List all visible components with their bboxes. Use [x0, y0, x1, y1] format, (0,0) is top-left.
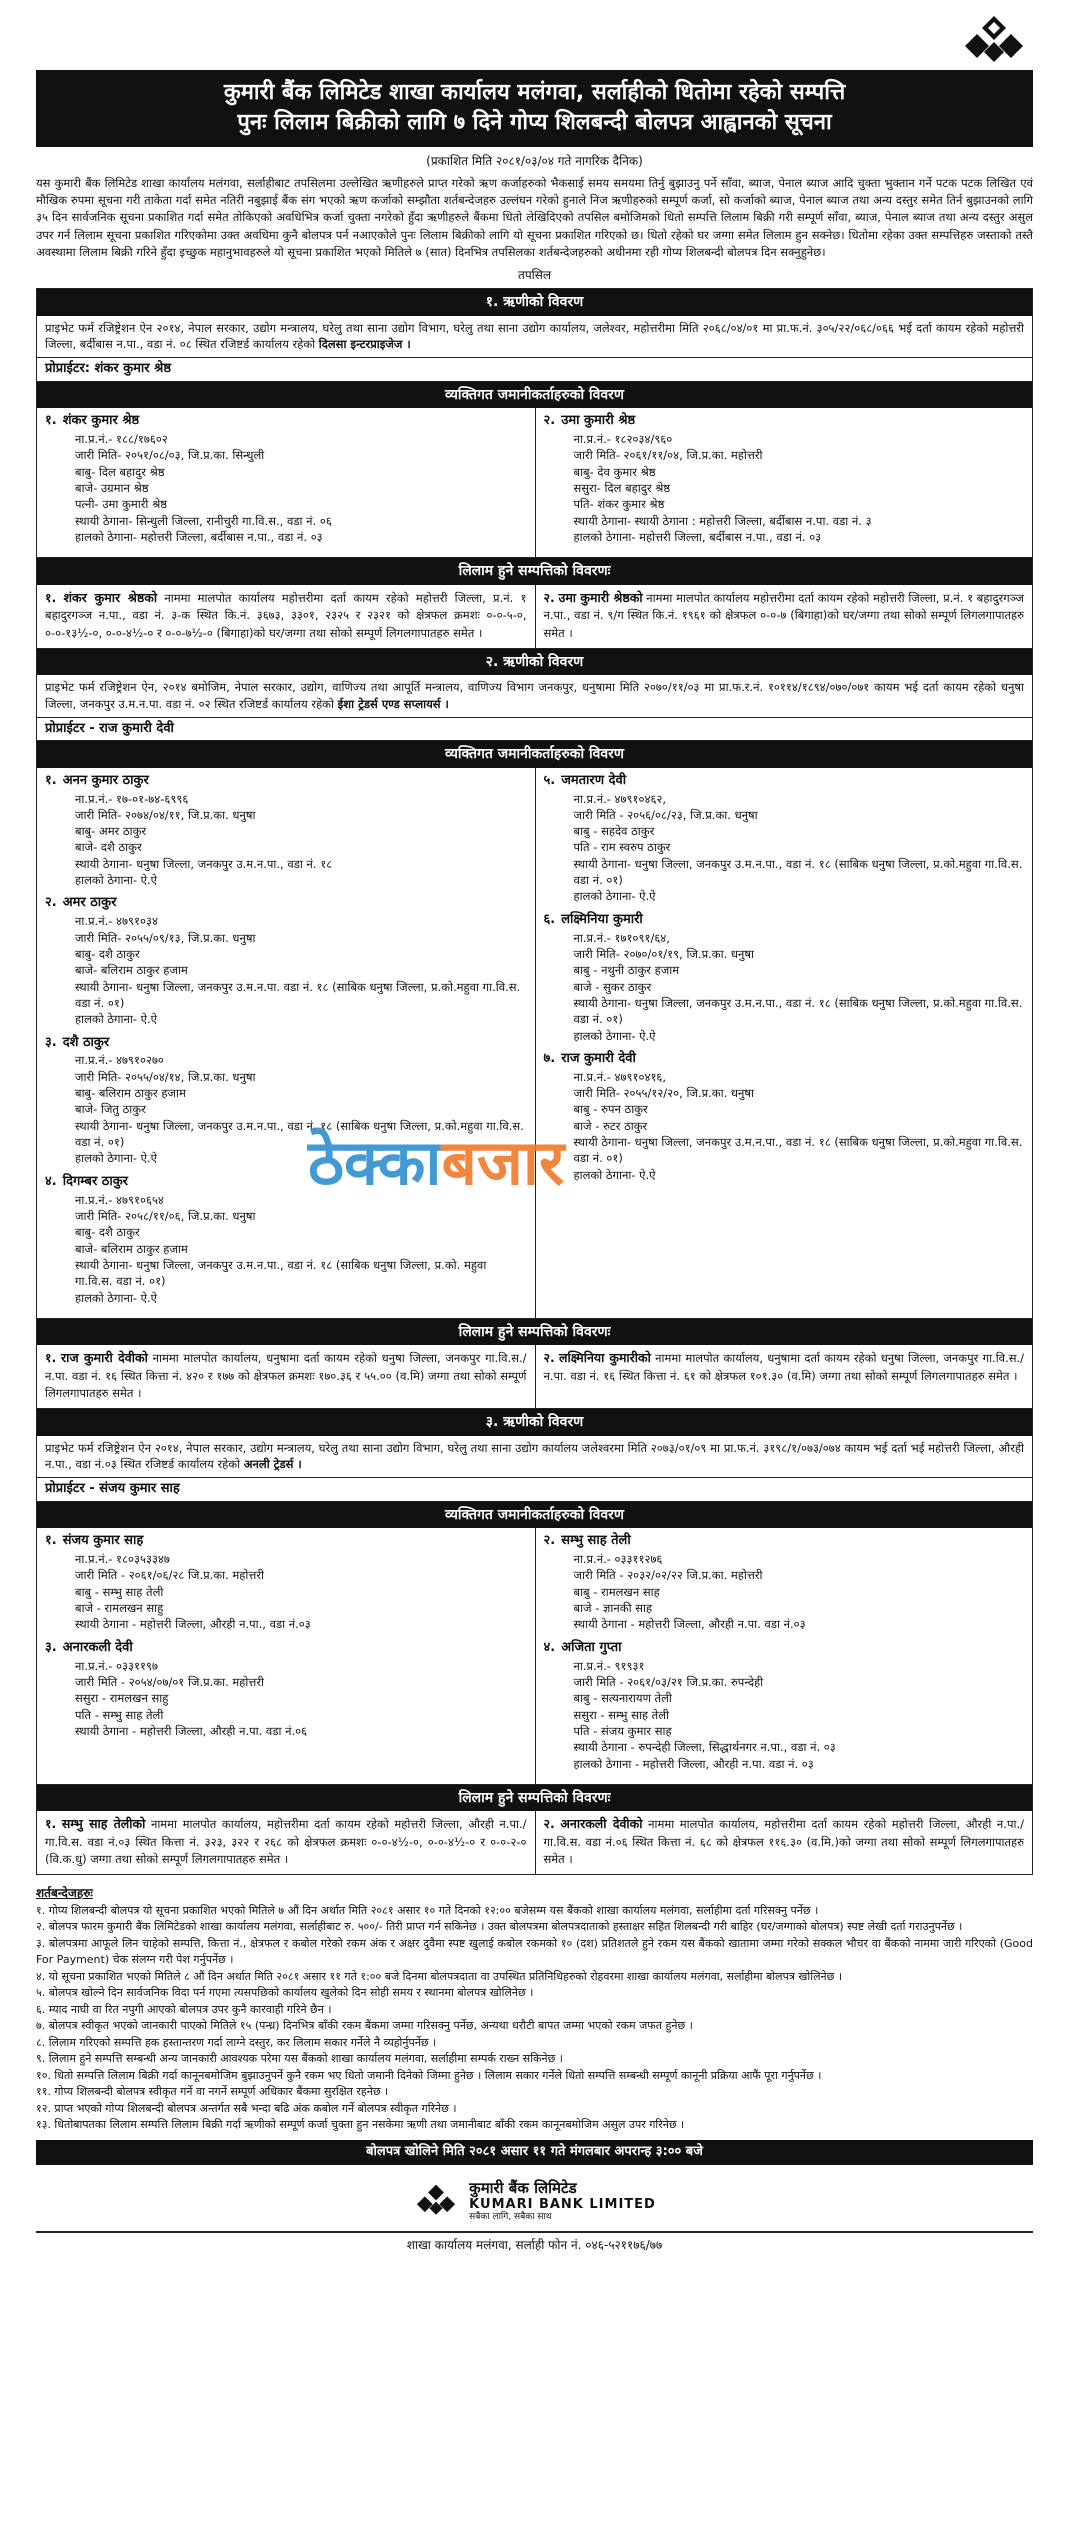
guarantor-line: हालको ठेगाना - महोत्तरी जिल्ला, औरही न.पा. वडा नं. ०३: [573, 1756, 814, 1771]
intro-paragraph: यस कुमारी बैंक लिमिटेड शाखा कार्यालय मलंगवा, सर्लाहीबाट तपसिलमा उल्लेखित ऋणीहरुले प्राप्त गरेको ऋण कर्जाहरुको भैकसाई समय समयमा तिर्नु बुझाउनु पर्ने साँवा, ब्याज, पेनाल ब्याज आदि चुक्ता भुक्तान गर्ने पटक पटक लिखित एवं मौखिक रुपमा सूचना गरी ताकेता गर्दा समेत नतिरी नबुझाई बैंक संग भएको ऋण कर्जाको सम्झौता शर्तबन्देजहरु उल्लंघन गरेको हुनाले निज ऋणीहरुको सम्पूर्ण कर्जा, सो कर्जाको ब्याज, पेनाल ब्याज तथा अन्य दस्तुर समेत तिर्न बुझाउनको लागि ३५ दिन सार्वजनिक सूचना प्रकाशित गर्दा समेत तोकिएको अवधिभित्र कर्जा चुक्ता नगरेको हुँदा ऋणीहरुले बैंकमा धितो लेखिदिएको तपसिल बमोजिमको धितो सम्पत्ति लिलाम बिक्री गरी सम्पूर्ण साँवा, ब्याज, पेनाल ब्याज तथा अन्य दस्तुर असुल उपर गर्न लिलाम सूचना प्रकाशित गरिएकोमा उक्त अवधिमा कुनै बोलपत्र पर्न नआएकोले पुनः लिलाम बिक्रीको लागि यो सूचना प्रकाशित गरिएको छ। धितो रहेको घर जग्गा समेत लिलाम हुन सक्नेछ। धितोमा रहेका उक्त सम्पत्तिहरु जस्ताको तस्तै अवस्थामा लिलाम बिक्री गरिने हुँदा इच्छुक महानुभावहरुले यो सूचना प्रकाशित भएको मितिले ७ (सात) दिनभित्र तपसिलका शर्तबन्देजहरुको अधीनमा रही गोप्य शिलबन्दी बोलपत्र दिन सक्नुहुनेछ।: [36, 175, 1034, 259]
guarantor-line: ना.प्र.नं.- १७-०१-७४-६९९६: [75, 791, 189, 806]
term-item: ६. म्याद नाघी वा रित नपुगी आएको बोलपत्र उपर कुनै कारवाही गरिने छैन ।: [36, 2002, 332, 2016]
guarantor-column-right: [535, 408, 1033, 557]
section-2-heading: २. ऋणीको विवरण: [37, 649, 1032, 675]
guarantor-line: ना.प्र.नं.- ०३३११९७: [75, 1658, 158, 1673]
guarantor-name: अनन कुमार ठाकुर: [62, 772, 149, 788]
guarantor-number: १.: [45, 772, 57, 788]
footer-contact: शाखा कार्यालय मलंगवा, सर्लाही फोन नं. ०४६-५२११७६/७७: [36, 2231, 1033, 2254]
asset-entry: [37, 585, 535, 648]
asset-entry: [37, 1811, 535, 1874]
guarantor-line: ना.प्र.नं.- १८८/१७६०२: [75, 432, 168, 447]
bid-opening-bar: बोलपत्र खोलिने मिति २०८१ असार ११ गते मंगलबार अपरान्ह ३:०० बजे: [36, 2140, 1033, 2165]
guarantor-line: स्थायी ठेगाना- धनुषा जिल्ला, जनकपुर उ.म.न.पा., वडा नं. १८: [75, 856, 333, 871]
guarantor-line: हालको ठेगाना- ऐ.ऐ: [75, 873, 158, 888]
guarantor-line: हालको ठेगाना- महोत्तरी जिल्ला, बर्दीबास न.पा., वडा नं. ०३: [75, 530, 323, 544]
guarantor-line: जारी मिति - २०६१/०६/२८ जि.प्र.का. महोत्तरी: [75, 1568, 265, 1583]
guarantor-line: स्थायी ठेगाना- स्थायी ठेगाना : महोत्तरी जिल्ला, बर्दीबास न.पा. वडा नं. ३: [573, 513, 872, 528]
schedule-table: [36, 288, 1033, 1875]
guarantor-entry: [544, 1532, 1025, 1632]
guarantor-line: स्थायी ठेगाना - महोत्तरी जिल्ला, औरही न.पा. वडा नं.०६: [75, 1723, 308, 1738]
headline-line-2: पुनः लिलाम बिक्रीको लागि ७ दिने गोप्य शिलबन्दी बोलपत्र आह्वानको सूचना: [237, 109, 832, 135]
guarantor-line: बाबु- देव कुमार श्रेष्ठ: [573, 464, 656, 479]
asset-text: नाममा मालपोत कार्यालय महोत्तरीमा दर्ता कायम रहेको महोत्तरी जिल्ला, प्र.नं. १ बहादुरगञ्ज न.पा., वडा नं. ९/ग स्थित कि.नं. १९६१ को क्षेत्रफल ०-०-७ (बिगाहा)को घर/जग्गा तथा सोको सम्पूर्ण लिगलगापातहरु समेत ।: [543, 590, 1025, 640]
asset-entry: [37, 1345, 535, 1408]
guarantor-line: बाजे - ज्ञानकी साह: [573, 1601, 653, 1616]
watermark-part-2: बजार: [441, 1126, 565, 1199]
guarantor-number: १.: [45, 413, 57, 429]
term-item: ८. लिलाम गरिएको सम्पत्ति हक हस्तान्तरण गर्दा लाग्ने दस्तुर, कर लिलाम सकार गर्नेले नै व्यहोर्नुपर्नेछ ।: [36, 2035, 437, 2049]
publication-date: (प्रकाशित मिति २०८१/०३/०४ गते नागरिक दैनिक): [426, 154, 643, 169]
footer-bank-name-en: KUMARI BANK LIMITED: [469, 2196, 656, 2212]
section-2-proprietor: प्रोप्राईटर - राज कुमारी देवी: [37, 718, 1032, 742]
guarantor-entry: [45, 1173, 527, 1306]
asset-number: २.: [543, 589, 555, 605]
term-item: ११. गोप्य शिलबन्दी बोलपत्र स्वीकृत गर्ने वा नगर्ने सम्पूर्ण अधिकार बैंकमा सुरक्षित रहनेछ ।: [36, 2085, 389, 2099]
section-1-details: [37, 316, 1032, 358]
guarantor-line: जारी मिति - २०५४/०७/०१ जि.प्र.का. महोत्तरी: [75, 1674, 265, 1689]
asset-entry: [535, 585, 1033, 648]
guarantor-line: हालको ठेगाना- ऐ.ऐ: [573, 889, 656, 904]
asset-number: १.: [45, 589, 57, 605]
kumari-bank-footer-logo-icon: [413, 2183, 459, 2219]
guarantor-name: सम्भु साह तेली: [561, 1533, 631, 1549]
guarantor-number: ४.: [45, 1173, 57, 1189]
guarantor-line: बाजे - रुटर ठाकुर: [573, 1118, 648, 1133]
term-item: ९. लिलाम हुने सम्पत्ति सम्बन्धी अन्य जानकारी आवश्यक परेमा यस बैंकको शाखा कार्यालय मलंगवा, सर्लाहीमा सम्पर्क राख्न सकिनेछ ।: [36, 2052, 563, 2066]
section-3-heading: ३. ऋणीको विवरण: [37, 1409, 1032, 1435]
guarantor-line: पति- शंकर कुमार श्रेष्ठ: [573, 497, 665, 512]
asset-number: २.: [543, 1816, 555, 1832]
guarantor-entry: [45, 1639, 527, 1739]
section-1-asset-heading: लिलाम हुने सम्पत्तिको विवरणः: [37, 558, 1032, 584]
guarantor-line: स्थायी ठेगाना- धनुषा जिल्ला, जनकपुर उ.म.न.पा., वडा नं. १८ (साबिक धनुषा जिल्ला, प्र.को.महुवा गा.वि.स. वडा नं. ०१): [75, 1118, 524, 1150]
guarantor-number: ५.: [543, 772, 556, 788]
guarantor-line: बाजे- दशै ठाकुर: [75, 840, 142, 855]
guarantor-line: ना.प्र.नं.- ४७९१०३४: [75, 914, 158, 929]
guarantor-column-right: [535, 1528, 1033, 1784]
asset-entry: [535, 1345, 1033, 1408]
section-1-assets: [37, 585, 1032, 649]
section-2-asset-heading: लिलाम हुने सम्पत्तिको विवरणः: [37, 1319, 1032, 1345]
guarantor-name: जमतारण देवी: [561, 772, 627, 788]
term-item: ५. बोलपत्र खोल्ने दिन सार्वजनिक विदा पर्न गएमा त्यसपछिको कार्यालय खुलेको दिन सोही समय र स्थानमा बोलपत्र खोलिनेछ ।: [36, 1986, 534, 2000]
guarantor-number: २.: [543, 1533, 556, 1549]
guarantor-entry: [45, 894, 527, 1027]
guarantor-line: ना.प्र.नं.- १८०३५३३४७: [75, 1552, 170, 1567]
guarantor-line: स्थायी ठेगाना - रुपन्देही जिल्ला, सिद्धार्थनगर न.पा., वडा नं. ०३: [573, 1740, 836, 1755]
guarantor-line: स्थायी ठेगाना- धनुषा जिल्ला, जनकपुर उ.म.न.पा., वडा नं. १८ (साबिक धनुषा जिल्ला, प्र.को.महुवा गा.वि.स. वडा नं. ०१): [573, 995, 1023, 1027]
guarantor-column-left: [37, 768, 535, 1318]
term-item: २. बोलपत्र फारम कुमारी बैंक लिमिटेडको शाखा कार्यालय मलंगवा, सर्लाहीबाट रु. ५००/- तिरी प्राप्त गर्न सकिनेछ । उक्त बोलपत्रमा बोलपत्रदाताको हस्ताक्षर सहित शिलबन्दी गरी बाहिर (घर/जग्गाको बोलपत्र) स्पष्ट लेखी दर्ता गराउनुपर्नेछ ।: [36, 1920, 963, 1934]
guarantor-line: हालको ठेगाना- ऐ.ऐ: [573, 1167, 656, 1182]
guarantor-name: अमर ठाकुर: [62, 895, 117, 911]
guarantor-line: स्थायी ठेगाना - महोत्तरी जिल्ला, औरही न.पा. वडा नं.०३: [573, 1617, 806, 1632]
guarantor-entry: [45, 1532, 527, 1632]
guarantor-line: स्थायी ठेगाना- धनुषा जिल्ला, जनकपुर उ.म.न.पा., वडा नं. १८ (साबिक धनुषा जिल्ला, प्र.को.महुवा गा.वि.स. वडा नं. ०१): [573, 1135, 1023, 1166]
guarantor-line: स्थायी ठेगाना- धनुषा जिल्ला, जनकपुर उ.म.न.पा., वडा नं. १८ (साबिक धनुषा जिल्ला, प्र.को. महुवा गा.वि.स. वडा नं. ०१): [75, 1257, 487, 1289]
guarantor-column-left: [37, 408, 535, 557]
guarantor-line: बाजे- बलिराम ठाकुर हजाम: [75, 1241, 188, 1256]
asset-text: नाममा मालपोत कार्यालय, महोत्तरीमा दर्ता कायम रहेको महोत्तरी जिल्ला, औरही न.पा./गा.वि.स. वडा नं.०६ स्थित कित्ता नं. ६८ को क्षेत्रफल ११६.३० (व.मि.)को जग्गा तथा सोको सम्पूर्ण लिगलगापातहरु समेत ।: [543, 1817, 1024, 1867]
guarantor-line: जारी मिति - २०५६/०८/२३, जि.प्र.का. धनुषा: [573, 807, 758, 822]
guarantor-line: हालको ठेगाना- ऐ.ऐ: [75, 1151, 158, 1166]
guarantor-line: हालको ठेगाना- महोत्तरी जिल्ला, बर्दीबास न.पा., वडा नं. ०३: [573, 530, 822, 544]
guarantor-line: पति - राम स्वरुप ठाकुर: [573, 840, 671, 855]
guarantor-name: राज कुमारी देवी: [561, 1050, 636, 1066]
guarantor-line: जारी मिति- २०५५/१२/२०, जि.प्र.का. धनुषा: [573, 1086, 755, 1101]
asset-owner: उमा कुमारी श्रेष्ठको: [558, 589, 643, 605]
section-1-guarantor-heading: व्यक्तिगत जमानीकर्ताहरुको विवरण: [37, 382, 1032, 408]
guarantor-line: बाबु - रुपन ठाकुर: [573, 1102, 648, 1117]
term-item: १०. धितो सम्पत्ति लिलाम बिक्री गर्दा कानूनबमोजिम बुझाउनुपर्ने कुनै रकम भए धितो जमानी दिनेको जिम्मा हुनेछ । लिलाम सकार गर्नेले धितो सम्पत्ति सम्बन्धी सम्पूर्ण कानूनी प्रक्रिया आफैं पूरा गर्नुपर्नेछ ।: [36, 2068, 822, 2082]
guarantor-line: ससुरा- दिल बहादुर श्रेष्ठ: [573, 481, 671, 496]
guarantor-entry: [45, 1034, 527, 1167]
guarantor-line: बाबु- दशै ठाकुर: [75, 1225, 140, 1240]
guarantor-entry: [544, 911, 1025, 1044]
section-2-assets: [37, 1345, 1032, 1409]
asset-text: नाममा मालपोत कार्यालय महोत्तरीमा दर्ता कायम रहेको महोत्तरी जिल्ला, प्र.नं. १ बहादुरगञ्ज न.पा., वडा नं. ३-क स्थित कि.नं. ३६७३, ३३०१, २३२५ र २३२१ को क्षेत्रफल क्रमशः ०-०-५-०, ०-०-१३¹⁄₂-०, ०-०-४¹⁄₂-० र ०-०-७¹⁄₂-० (बिगाहा)को घर/जग्गा तथा सोको सम्पूर्ण लिगलगापातहरु समेत ।: [45, 590, 527, 640]
guarantor-line: बाजे - रामलखन साहु: [75, 1601, 164, 1616]
section-3-guarantor-heading: व्यक्तिगत जमानीकर्ताहरुको विवरण: [37, 1502, 1032, 1528]
guarantor-line: जारी मिति- २०५५/०४/१४, जि.प्र.का. धनुषा: [75, 1069, 256, 1084]
asset-text: नाममा मालपोत कार्यालय, धनुषामा दर्ता कायम रहेको धनुषा जिल्ला, जनकपुर गा.वि.स./न.पा. वडा नं. १६ स्थित कित्ता नं. ४२० र १७७ को क्षेत्रफल क्रमशः १७०.३६ र ५५.०० (व.मि) जग्गा तथा सोको सम्पूर्ण लिगलगापातहरु समेत ।: [45, 1351, 527, 1401]
guarantor-line: पति - सम्भु साह तेली: [75, 1707, 164, 1722]
guarantor-number: ४.: [543, 1639, 556, 1655]
section-2-details-text: प्राइभेट फर्म रजिष्ट्रेशन ऐन, २०१४ बमोजिम, नेपाल सरकार, उद्योग, वाणिज्य तथा आपूर्ति मन्त्रालय, वाणिज्य विभाग जनकपुर, धनुषामा मिति २०७०/११/०३ मा प्रा.फ.र.नं. १०११४/१८९४/०७०/०७१ कायम भई दर्ता कायम रहेको धनुषा जिल्ला, जनकपुर उ.म.न.पा. वडा नं. ०२ स्थित रजिष्टर्ड कार्यालय रहेको: [45, 680, 1024, 711]
guarantor-name: संजय कुमार साह: [62, 1533, 144, 1549]
section-3-details: [37, 1436, 1032, 1478]
footer-bank-name-np: कुमारी बैंक लिमिटेड: [469, 2178, 577, 2197]
guarantor-line: ससुरा - सम्भु साह तेली: [573, 1707, 669, 1722]
section-1-proprietor: प्रोप्राईटर: शंकर कुमार श्रेष्ठ: [37, 358, 1032, 382]
guarantor-line: स्थायी ठेगाना- धनुषा जिल्ला, जनकपुर उ.म.न.पा., वडा नं. १८ (साबिक धनुषा जिल्ला, प्र.को.महुवा गा.वि.स. वडा नं. ०१): [573, 856, 1023, 888]
guarantor-name: अजिता गुप्ता: [561, 1639, 622, 1655]
section-2-firm: ईशा ट्रेडर्स एण्ड सप्लायर्स ।: [337, 696, 449, 711]
guarantor-line: स्थायी ठेगाना- धनुषा जिल्ला, जनकपुर उ.म.न.पा. वडा नं. १८ (साबिक धनुषा जिल्ला, प्र.को.महुवा गा.वि.स. वडा नं. ०१): [75, 979, 521, 1010]
term-item: ३. बोलपत्रमा आफूले लिन चाहेको सम्पत्ति, कित्ता नं., क्षेत्रफल र कबोल गरेको रकम अंक र अक्षर दुवैमा स्पष्ट खुलाई कबोल रकमको १० (दश) प्रतिशतले हुने रकम यस बैंकको खातामा जम्मा गरेको सक्कल भौचर वा बैंकको नाममा जारी गरिएको (Good For Payment) चेक संलग्न गरी पेश गर्नुपर्नेछ ।: [36, 1936, 1033, 1967]
guarantor-name: दिगम्बर ठाकुर: [62, 1173, 129, 1189]
asset-owner: राज कुमारी देवीको: [61, 1350, 148, 1366]
watermark-part-1: ठेक्का: [308, 1126, 442, 1199]
guarantor-column-left: [37, 1528, 535, 1784]
guarantor-entry: [45, 772, 527, 889]
guarantor-number: ६.: [543, 911, 556, 927]
guarantor-line: ना.प्र.नं.- ४७९१०२७०: [75, 1053, 164, 1068]
asset-number: १.: [45, 1350, 57, 1366]
term-item: ७. बोलपत्र स्वीकृत भएको जानकारी पाएको मितिले १५ (पन्ध्र) दिनभित्र बाँकी रकम बैंकमा जम्मा गरिसक्नु पर्नेछ, अन्यथा धरौटी बापत जम्मा भएको रकम जफत हुनेछ ।: [36, 2019, 693, 2033]
term-item: १२. प्राप्त भएको गोप्य शिलबन्दी बोलपत्र अन्तर्गत सबै भन्दा बढि अंक कबोल गर्ने बोलपत्र स्वीकृत गरिनेछ ।: [36, 2101, 457, 2115]
asset-text: नाममा मालपोत कार्यालय, धनुषामा दर्ता कायम रहेको धनुषा जिल्ला, जनकपुर गा.वि.स./न.पा. वडा नं. १६ स्थित कित्ता नं. ६१ को क्षेत्रफल १०१.३० (व.मि) जग्गा तथा सोको सम्पूर्ण लिगलगापातहरु समेत ।: [543, 1351, 1025, 1383]
guarantor-name: उमा कुमारी श्रेष्ठ: [561, 413, 636, 429]
guarantor-line: बाजे- उग्रमान श्रेष्ठ: [75, 481, 149, 496]
section-1-details-text: प्राइभेट फर्म रजिष्ट्रेशन ऐन २०१४, नेपाल सरकार, उद्योग मन्त्रालय, घरेलु तथा साना उद्योग विभाग, घरेलु तथा साना उद्योग कार्यालय, जलेश्वर, महोत्तरीमा मिति २०६८/०४/०१ मा प्रा.फ.नं. ३०५/२२/०६८/०६६ भई दर्ता कायम रहेको महोत्तरी जिल्ला, बर्दीबास न.पा., वडा नं. ०८ स्थित रजिष्टर्ड कार्यालय रहेको: [45, 320, 1024, 352]
section-1-firm: दिलसा इन्टरप्राइजेज ।: [318, 337, 411, 352]
guarantor-line: ना.प्र.नं.- १८२०३४/९६०: [573, 432, 673, 447]
guarantor-number: २.: [45, 895, 57, 911]
section-3-firm: अनली ट्रेडर्स ।: [243, 1457, 302, 1472]
guarantor-entry: [544, 1639, 1025, 1772]
guarantor-line: बाजे- जितु ठाकुर: [75, 1102, 146, 1117]
footer-tagline: सबैका लागि, सबैका साथ: [469, 2212, 552, 2223]
guarantor-name: लक्ष्मिनिया कुमारी: [561, 911, 643, 927]
footer-bank-names: [469, 2179, 656, 2223]
section-2-guarantor-heading: व्यक्तिगत जमानीकर्ताहरुको विवरण: [37, 741, 1032, 767]
guarantor-line: हालको ठेगाना- ऐ.ऐ: [75, 1012, 158, 1027]
term-item: १३. धितोबापतका लिलाम सम्पत्ति लिलाम बिक्री गर्दा ऋणीको सम्पूर्ण कर्जा चुक्ता हुन नसकेमा ऋणी तथा जमानीबाट बाँकी रकम कानूनबमोजिम असुल उपर गरिनेछ ।: [36, 2118, 685, 2132]
section-2-guarantors: [37, 768, 1032, 1319]
guarantor-line: हालको ठेगाना- ऐ.ऐ: [573, 1028, 656, 1043]
guarantor-line: जारी मिति- २०५१/०८/०३, जि.प्र.का. सिन्धुली: [75, 448, 265, 463]
asset-owner: अनारकली देवीको: [560, 1816, 643, 1832]
term-item: ४. यो सूचना प्रकाशित भएको मितिले ८ औं दिन अर्थात मिति २०८१ असार ११ गते १:०० बजे दिनमा बोलपत्रदाता वा उपस्थित प्रतिनिधिहरुको रोहवरमा शाखा कार्यालय मलंगवा, सर्लाहीमा बोलपत्र खोलिनेछ ।: [36, 1969, 843, 1983]
section-3-asset-heading: लिलाम हुने सम्पत्तिको विवरणः: [37, 1785, 1032, 1811]
guarantor-line: जारी मिति- २०७०/०१/१९, जि.प्र.का. धनुषा: [573, 946, 755, 961]
kumari-bank-logo-icon: [959, 14, 1029, 68]
guarantor-number: २.: [543, 413, 556, 429]
guarantor-line: जारी मिति- २०५५/०९/१३, जि.प्र.का. धनुषा: [75, 930, 256, 945]
guarantor-number: ७.: [543, 1050, 556, 1066]
section-3-details-text: प्राइभेट फर्म रजिष्ट्रेशन ऐन २०१४, नेपाल सरकार, उद्योग मन्त्रालय, घरेलु तथा साना उद्योग विभाग, घरेलु तथा साना उद्योग कार्यालय जलेश्वरमा मिति २०७३/०१/०९ मा प्रा.फ.नं. ३१९८/१/०७३/०७४ कायम भई दर्ता भई महोत्तरी जिल्ला, औरही न.पा., वडा नं.०३ स्थित रजिष्टर्ड कार्यालय रहेको: [45, 1440, 1024, 1472]
guarantor-line: ससुरा - रामलखन साहु: [75, 1691, 169, 1706]
guarantor-line: बाजे- बलिराम ठाकुर हजाम: [75, 963, 188, 978]
guarantor-name: अनारकली देवी: [62, 1639, 133, 1655]
guarantor-line: बाबु - नथुनी ठाकुर हजाम: [573, 963, 680, 978]
guarantor-entry: [544, 1050, 1025, 1183]
terms-list: [36, 1903, 1033, 2134]
guarantor-line: बाबु- दशै ठाकुर: [75, 946, 140, 961]
section-3-guarantors: [37, 1528, 1032, 1785]
guarantor-line: स्थायी ठेगाना- सिन्धुली जिल्ला, रानीचुरी गा.वि.स., वडा नं. ०६: [75, 513, 332, 528]
guarantor-line: ना.प्र.नं.- ४७९१०४६२,: [573, 791, 667, 806]
guarantor-number: १.: [45, 1533, 57, 1549]
guarantor-line: बाबु- अमर ठाकुर: [75, 824, 147, 839]
asset-owner: सम्भु साह तेलीको: [61, 1816, 146, 1832]
guarantor-line: बाबु - सहदेव ठाकुर: [573, 824, 655, 839]
guarantor-line: स्थायी ठेगाना - महोत्तरी जिल्ला, औरही न.पा., वडा नं.०३: [75, 1617, 311, 1632]
section-1-heading: १. ऋणीको विवरण: [37, 289, 1032, 315]
asset-text: नाममा मालपोत कार्यालय, महोत्तरीमा दर्ता कायम रहेको महोत्तरी जिल्ला, औरही न.पा./गा.वि.स. वडा नं.०३ स्थित कित्ता नं. ३२३, ३२२ र २६८ को क्षेत्रफल क्रमशः ०-०-४¹⁄₂-०, ०-०-४¹⁄₂-० र ०-०-२-० (वि.क.धु) जग्गा तथा सोको सम्पूर्ण लिगलगापातहरु समेत ।: [45, 1817, 527, 1867]
asset-number: २.: [543, 1350, 555, 1366]
guarantor-line: जारी मिति - २०३२/०२/२२ जि.प्र.का. महोत्तरी: [573, 1568, 763, 1583]
guarantor-entry: [45, 412, 527, 545]
guarantor-line: बाबु - सत्यनारायण तेली: [573, 1691, 672, 1706]
headline: [36, 70, 1033, 147]
term-item: १. गोप्य शिलबन्दी बोलपत्र यो सूचना प्रकाशित भएको मितिले ७ औं दिन अर्थात मिति २०८१ असार १० गते दिनको १२:०० बजेसम्म यस बैंकको शाखा कार्यालय मलंगवा, सर्लाहीमा दर्ता गरिसक्नु पर्नेछ ।: [36, 1903, 819, 1917]
guarantor-line: ना.प्र.नं.- ०३३११२७६: [573, 1552, 663, 1567]
asset-owner: लक्ष्मिनिया कुमारीको: [559, 1350, 651, 1366]
guarantor-line: पत्नी- उमा कुमारी श्रेष्ठ: [75, 497, 167, 512]
guarantor-line: हालको ठेगाना- ऐ.ऐ: [75, 1290, 158, 1305]
guarantor-line: ना.प्र.नं.- ४७९१०६५४: [75, 1192, 164, 1207]
guarantor-line: पति - संजय कुमार साह: [573, 1723, 672, 1738]
guarantor-entry: [544, 772, 1025, 905]
guarantor-line: जारी मिति- २०६१/११/०४, जि.प्र.का. महोत्तरी: [573, 448, 763, 463]
guarantor-number: ३.: [45, 1639, 57, 1655]
guarantor-column-right: [535, 768, 1033, 1318]
guarantor-line: जारी मिति - २०६१/०३/२१ जि.प्र.का. रुपन्देही: [573, 1674, 764, 1689]
guarantor-entry: [544, 412, 1025, 545]
headline-line-1: कुमारी बैंक लिमिटेड शाखा कार्यालय मलंगवा, सर्लाहीको धितोमा रहेको सम्पत्ति: [223, 80, 846, 105]
guarantor-name: दशै ठाकुर: [62, 1034, 110, 1050]
guarantor-line: ना.प्र.नं.- ४७९१०४१६,: [573, 1069, 667, 1084]
schedule-label: तपसिल: [517, 268, 551, 283]
guarantor-line: जारी मिति- २०५८/११/०६, जि.प्र.का. धनुषा: [75, 1208, 256, 1223]
section-3-assets: [37, 1811, 1032, 1874]
asset-owner: शंकर कुमार श्रेष्ठको: [63, 589, 158, 605]
guarantor-line: बाबु- बलिराम ठाकुर हजाम: [75, 1086, 186, 1101]
asset-number: १.: [45, 1816, 57, 1832]
asset-entry: [535, 1811, 1033, 1874]
section-1-guarantors: [37, 408, 1032, 558]
guarantor-line: ना.प्र.नं.- १७१०९१/६४,: [573, 930, 670, 945]
guarantor-name: शंकर कुमार श्रेष्ठ: [62, 413, 140, 429]
footer-bank-logo: [36, 2179, 1033, 2223]
terms-title: शर्तबन्देजहरुः: [36, 1886, 93, 1901]
section-2-details: [37, 675, 1032, 717]
guarantor-number: ३.: [45, 1034, 57, 1050]
section-3-proprietor: प्रोप्राईटर - संजय कुमार साह: [37, 1478, 1032, 1502]
guarantor-line: बाजे - सुकर ठाकुर: [573, 979, 652, 994]
guarantor-line: ना.प्र.नं.- ९१९३१: [573, 1658, 645, 1673]
guarantor-line: बाबु- दिल बहादुर श्रेष्ठ: [75, 464, 165, 479]
guarantor-line: बाबु - रामलखन साह: [573, 1584, 660, 1599]
guarantor-line: बाबु - सम्भु साह तेली: [75, 1584, 164, 1599]
guarantor-line: जारी मिति- २०७४/०४/११, जि.प्र.का. धनुषा: [75, 807, 256, 822]
